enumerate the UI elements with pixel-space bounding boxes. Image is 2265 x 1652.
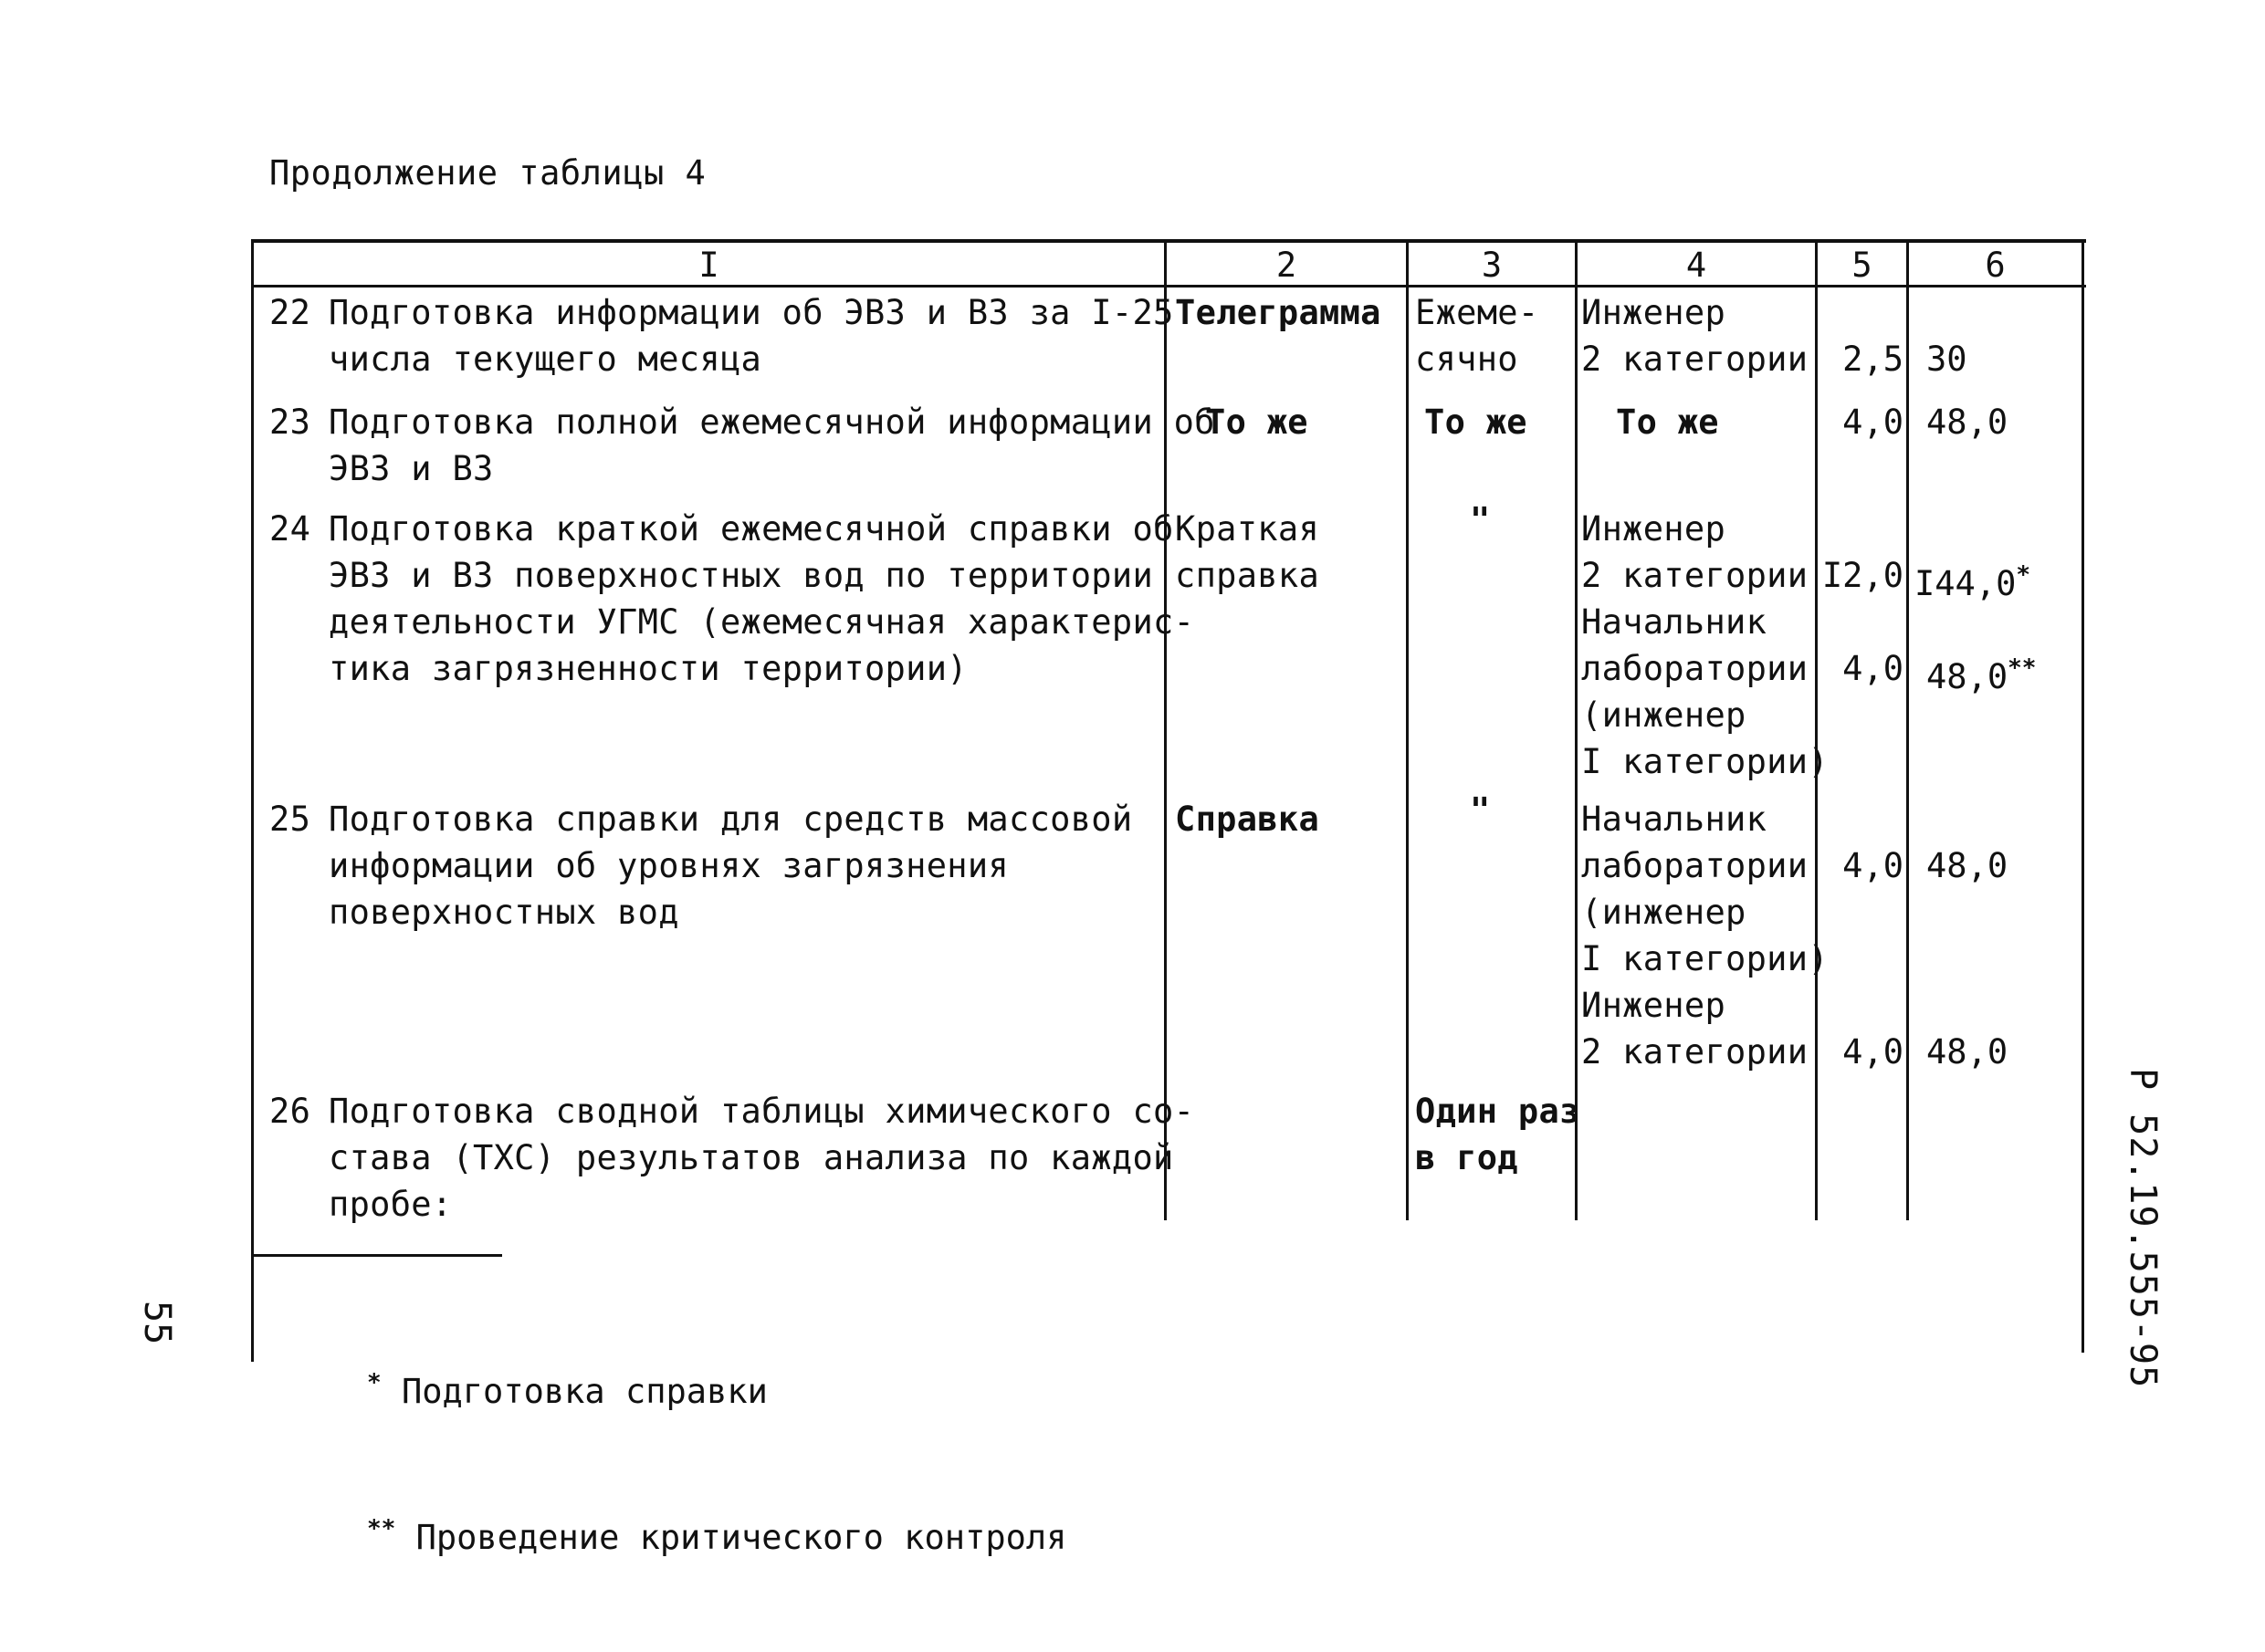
row-22-number: 22 bbox=[269, 293, 311, 332]
row-22-document-type: Телеграмма bbox=[1175, 293, 1381, 332]
footnote-2 bbox=[367, 1506, 1066, 1561]
row-23-col5: 4,0 bbox=[1842, 403, 1903, 442]
footnote-mark-double: ** bbox=[2008, 654, 2037, 682]
header-col-4: 4 bbox=[1685, 246, 1707, 285]
row-24-ditto: " bbox=[1470, 500, 1491, 539]
footnote-1 bbox=[367, 1360, 1066, 1415]
row-24-description: Подготовка краткой ежемесячной справки об ЭВЗ и ВЗ поверхностных вод по территории деятельности УГМС (ежемесячная характерис- тика загрязненности территории) bbox=[329, 509, 1195, 688]
row-25-col6-a: 48,0 bbox=[1926, 846, 2008, 885]
row-24-col6-b bbox=[1926, 645, 2036, 700]
header-col-6: 6 bbox=[1985, 246, 2006, 285]
page-number: 55 bbox=[136, 1301, 178, 1345]
document-id: Р 52.19.555-95 bbox=[2122, 1068, 2164, 1389]
table-caption: Продолжение таблицы 4 bbox=[269, 153, 707, 193]
footnote-mark-single: * bbox=[2016, 561, 2031, 589]
data-table bbox=[251, 239, 2086, 1224]
row-26-description: Подготовка сводной таблицы химического со- става (ТХС) результатов анализа по каждой пробе: bbox=[329, 1092, 1195, 1224]
row-25-performer-a: Начальник лаборатории (инженер I категории) bbox=[1581, 800, 1829, 978]
row-25-description: Подготовка справки для средств массовой информации об уровнях загрязнения поверхностных вод bbox=[329, 800, 1133, 932]
column-rule-5 bbox=[1906, 239, 1909, 1220]
row-24-col6-a-value: I44,0 bbox=[1914, 564, 2017, 603]
header-col-2: 2 bbox=[1275, 246, 1297, 285]
row-25-col6-b: 48,0 bbox=[1926, 1032, 2008, 1072]
row-24-col5-b: 4,0 bbox=[1842, 649, 1903, 688]
row-23-number: 23 bbox=[269, 403, 311, 442]
row-26-number: 26 bbox=[269, 1092, 311, 1131]
row-22-col6: 30 bbox=[1926, 340, 1967, 379]
footnote-1-mark: * bbox=[367, 1369, 382, 1396]
table-right-rule bbox=[2081, 239, 2084, 1353]
footnote-separator bbox=[251, 1254, 502, 1257]
header-col-5: 5 bbox=[1851, 246, 1872, 285]
row-25-col5-b: 4,0 bbox=[1842, 1032, 1903, 1072]
row-24-col5-a: I2,0 bbox=[1821, 556, 1903, 595]
header-col-3: 3 bbox=[1481, 246, 1503, 285]
row-24-document-type: Краткая справка bbox=[1175, 509, 1320, 595]
row-24-number: 24 bbox=[269, 509, 311, 549]
row-24-performer-b: Начальник лаборатории (инженер I категории) bbox=[1581, 602, 1829, 781]
footnote-1-text: Подготовка справки bbox=[401, 1372, 768, 1411]
row-25-ditto: " bbox=[1470, 790, 1491, 830]
row-24-performer-a: Инженер 2 категории bbox=[1581, 509, 1809, 595]
footnote-2-mark: ** bbox=[367, 1515, 396, 1542]
row-23-frequency: То же bbox=[1424, 403, 1527, 442]
row-22-description: Подготовка информации об ЭВЗ и ВЗ за I-25 числа текущего месяца bbox=[329, 293, 1174, 379]
row-25-performer-b: Инженер 2 категории bbox=[1581, 986, 1809, 1072]
header-col-1: I bbox=[698, 246, 719, 285]
row-23-description: Подготовка полной ежемесячной информации об ЭВЗ и ВЗ bbox=[329, 403, 1215, 488]
row-26-frequency: Один раз в год bbox=[1415, 1092, 1580, 1177]
row-23-performer: То же bbox=[1616, 403, 1719, 442]
row-23-document-type: То же bbox=[1205, 403, 1308, 442]
row-22-performer: Инженер 2 категории bbox=[1581, 293, 1809, 379]
row-23-col6: 48,0 bbox=[1926, 403, 2008, 442]
table-left-rule bbox=[251, 239, 254, 1362]
row-24-col6-a bbox=[1914, 552, 2030, 607]
row-22-col5: 2,5 bbox=[1842, 340, 1903, 379]
row-25-col5-a: 4,0 bbox=[1842, 846, 1903, 885]
footnotes bbox=[367, 1269, 1066, 1652]
row-25-number: 25 bbox=[269, 800, 311, 839]
footnote-2-text: Проведение критического контроля bbox=[415, 1518, 1067, 1557]
column-rule-2 bbox=[1406, 239, 1409, 1220]
column-rule-3 bbox=[1575, 239, 1578, 1220]
row-25-document-type: Справка bbox=[1175, 800, 1320, 839]
row-22-frequency: Ежеме- сячно bbox=[1415, 293, 1539, 379]
table-top-rule bbox=[251, 239, 2086, 243]
row-24-col6-b-value: 48,0 bbox=[1926, 657, 2008, 696]
column-rule-1 bbox=[1164, 239, 1167, 1220]
